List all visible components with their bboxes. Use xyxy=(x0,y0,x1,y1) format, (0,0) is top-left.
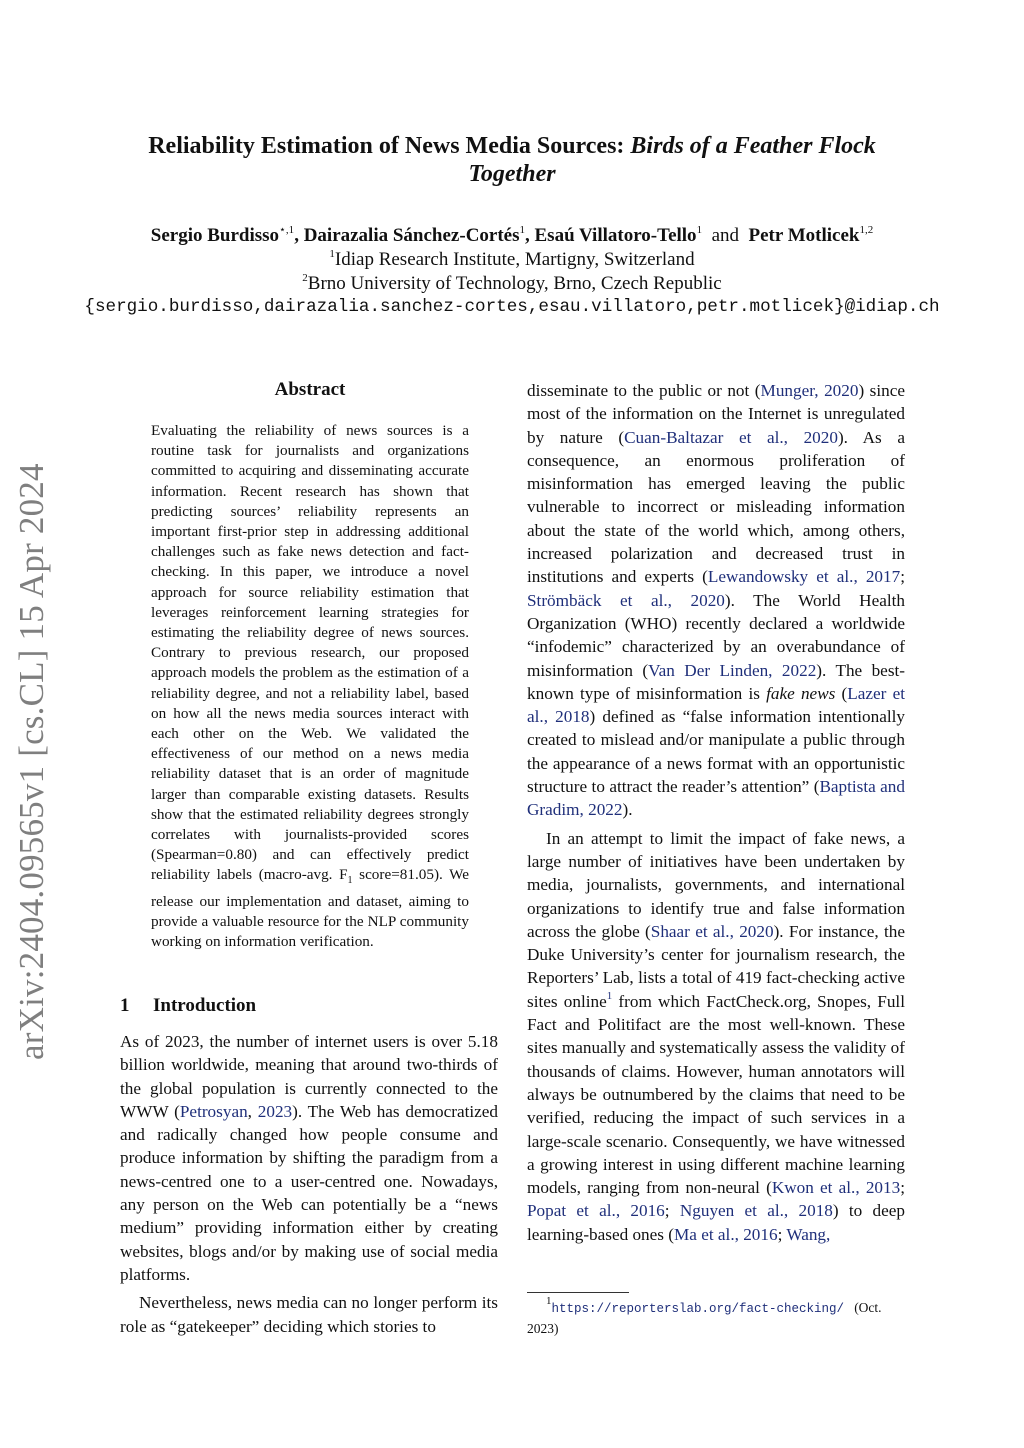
section-heading-introduction xyxy=(120,995,256,1017)
text-run: ; xyxy=(900,567,905,587)
affiliation-1-sup: 1 xyxy=(329,248,335,260)
text-run: ). For instance, the Duke University’s center for journalism research, the Reporters’ Lab, lists a total of 419 fact-checking active sites online xyxy=(527,921,905,1011)
text-run: ; xyxy=(664,1201,680,1221)
text-run: ). xyxy=(622,800,633,820)
citation-petrosyan[interactable]: Petrosyan xyxy=(179,1101,248,1121)
text-run: disseminate to the public or not ( xyxy=(527,381,761,400)
arxiv-stamp: arXiv:2404.09565v1 [cs.CL] 15 Apr 2024 xyxy=(12,463,51,1060)
text-run: ). The best-known type of misinformation is xyxy=(527,660,906,703)
text-run: ) to deep learning-based ones ( xyxy=(527,1201,905,1244)
author-3-sup: 1 xyxy=(696,224,703,236)
section-number: 1 xyxy=(120,995,130,1016)
right-column-text xyxy=(527,379,905,1246)
author-1-sup: ⋆,1 xyxy=(279,224,295,236)
title-italic-1: Birds of a Feather Flock xyxy=(630,133,876,159)
author-2: Dairazalia Sánchez-Cortés xyxy=(303,225,520,246)
intro-paragraph-2: Nevertheless, news media can no longer perform its role as “gatekeeper” deciding which stories to xyxy=(120,1293,498,1336)
footnote-url[interactable]: https://reporterslab.org/fact-checking/ xyxy=(551,1302,845,1316)
right-paragraph-1 xyxy=(527,379,905,822)
author-1: Sergio Burdisso xyxy=(150,225,280,246)
citation-munger[interactable]: Munger, 2020 xyxy=(760,381,859,400)
left-column-text xyxy=(120,1030,498,1338)
abstract-heading: Abstract xyxy=(274,379,346,400)
footnote-marker[interactable]: 1 xyxy=(606,989,613,1002)
footnote xyxy=(527,1295,907,1338)
citation-van-der-linden[interactable]: Van Der Linden, 2022 xyxy=(648,660,817,680)
citation-baptista[interactable]: Baptista and Gradim, 2022 xyxy=(527,777,905,820)
affiliation-2 xyxy=(80,272,944,295)
citation-popat[interactable]: Popat et al., 2016 xyxy=(527,1201,665,1221)
affiliation-2-text: Brno University of Technology, Brno, Czech Republic xyxy=(307,273,722,294)
text-run: , xyxy=(247,1101,258,1121)
text-run: In an attempt to limit the impact of fake news, a large number of initiatives have been undertaken by media, journalists, governments, and international organizations to identify true and false information across the globe ( xyxy=(527,828,905,941)
abstract-body xyxy=(151,421,469,952)
title-italic-2: Together xyxy=(468,161,556,187)
italic-fake-news: fake news xyxy=(766,683,836,703)
text-run: ; xyxy=(900,1178,905,1198)
paper-title-line2 xyxy=(110,160,914,188)
citation-nguyen[interactable]: Nguyen et al., 2018 xyxy=(679,1201,833,1221)
citation-kwon[interactable]: Kwon et al., 2013 xyxy=(771,1178,901,1198)
right-paragraph-2 xyxy=(527,827,905,1246)
intro-paragraph-1 xyxy=(120,1030,498,1286)
citation-lewandowsky[interactable]: Lewandowsky et al., 2017 xyxy=(707,567,901,587)
author-and: and xyxy=(711,225,739,246)
citation-wang[interactable]: Wang, xyxy=(786,1224,831,1244)
text-run: ). The World Health Organization (WHO) recently declared a worldwide “infodemic” characterized by an overabundance of misinformation ( xyxy=(527,590,905,680)
citation-ma[interactable]: Ma et al., 2016 xyxy=(674,1224,778,1244)
citation-petrosyan-year[interactable]: 2023 xyxy=(257,1101,293,1121)
abstract-text-1: Evaluating the reliability of news sources is a routine task for journalists and organizations committed to acquiring and disseminating accurate information. Recent research has shown that predicting sources’ reliability represents an important first-prior step in addressing additional challenges such as fake news detection and fact-checking. In this paper, we introduce a novel approach for source reliability estimation that leverages reinforcement learning strategies for estimating the reliability degree of news sources. Contrary to previous research, our proposed approach models the problem as the estimation of a reliability degree, and not a reliability label, based on how all the news media sources interact with each other on the Web. We validated the effectiveness of our method on a news media reliability dataset that is an order of magnitude larger than comparable existing datasets. Results show that the estimated reliability degrees strongly correlates with journalists-provided scores (Spearman=0.80) and can effectively predict reliability labels (macro-avg. F xyxy=(151,422,469,884)
text-run: ). As a consequence, an enormous proliferation of misinformation has emerged leaving the public vulnerable to incorrect or misleading information about the state of the world which, among others, increased polarization and decreased trust in institutions and experts ( xyxy=(527,427,905,587)
citation-shaar[interactable]: Shaar et al., 2020 xyxy=(650,921,774,941)
citation-strombeck[interactable]: Strömbäck et al., 2020 xyxy=(527,590,725,610)
author-4-sup: 1,2 xyxy=(859,224,874,236)
text-run: from which FactCheck.org, Snopes, Full Fact and Politifact are the most well-known. These sites manually and systematically assess the validity of thousands of claims. However, human annotators will always be outnumbered by the claims that need to be verified, reducing the impact of such services in a large-scale scenario. Consequently, we have witnessed a growing interest in using different machine learning models, ranging from non-neural ( xyxy=(527,991,905,1198)
text-run: ; xyxy=(777,1224,787,1244)
text-run: ( xyxy=(835,683,848,703)
text-run: ). The Web has democratized and radically changed how people consume and produce information by shifting the paradigm from a news-centred one to a user-centred one. Nowadays, any person on the Web can potentially be a “news medium” providing information either by creating websites, blogs and/or by making use of social media platforms. xyxy=(120,1101,498,1284)
section-title: Introduction xyxy=(153,995,257,1016)
author-emails: {sergio.burdisso,dairazalia.sanchez-cortes,esau.villatoro,petr.motlicek}@idiap.ch xyxy=(84,297,940,317)
text-run: ) since most of the information on the Internet is unregulated by nature ( xyxy=(527,381,905,447)
author-2-sup: 1 xyxy=(519,224,525,236)
abstract-text-2: score=81.05). We release our implementation and dataset, aiming to provide a valuable resource for the NLP community working on information verification. xyxy=(151,866,469,951)
affiliation-1-text: Idiap Research Institute, Martigny, Switzerland xyxy=(334,249,695,270)
footnote-rule xyxy=(527,1292,629,1293)
title-plain: Reliability Estimation of News Media Sources: xyxy=(148,133,631,159)
citation-lazer[interactable]: Lazer et al., 2018 xyxy=(527,683,905,727)
paper-title xyxy=(110,132,914,160)
text-run: As of 2023, the number of internet users is over 5.18 billion worldwide, meaning that around two-thirds of the global population is currently connected to the WWW ( xyxy=(120,1032,498,1121)
footnote-mark: 1 xyxy=(546,1295,552,1307)
citation-cuan-baltazar[interactable]: Cuan-Baltazar et al., 2020 xyxy=(624,427,838,447)
footnote-note: (Oct. 2023) xyxy=(527,1300,882,1336)
author-4: Petr Motlicek xyxy=(748,225,860,246)
affiliation-2-sup: 2 xyxy=(302,272,308,284)
author-3: Esaú Villatoro-Tello xyxy=(534,225,697,246)
affiliation-1 xyxy=(80,248,944,271)
abstract-f1-subscript: 1 xyxy=(347,875,353,887)
text-run: ) defined as “false information intentionally created to mislead and/or manipulate a public through the appearance of a news format with an opportunistic structure to attract the reader’s attention” ( xyxy=(527,707,905,797)
author-list: Sergio Burdisso$^{⋆,1}$, Dairazalia Sánchez-Cortés$^1$, Esaú Villatoro-Tello$^1$ and Petr Motlicek$^{1,2}$ xyxy=(150,224,874,246)
